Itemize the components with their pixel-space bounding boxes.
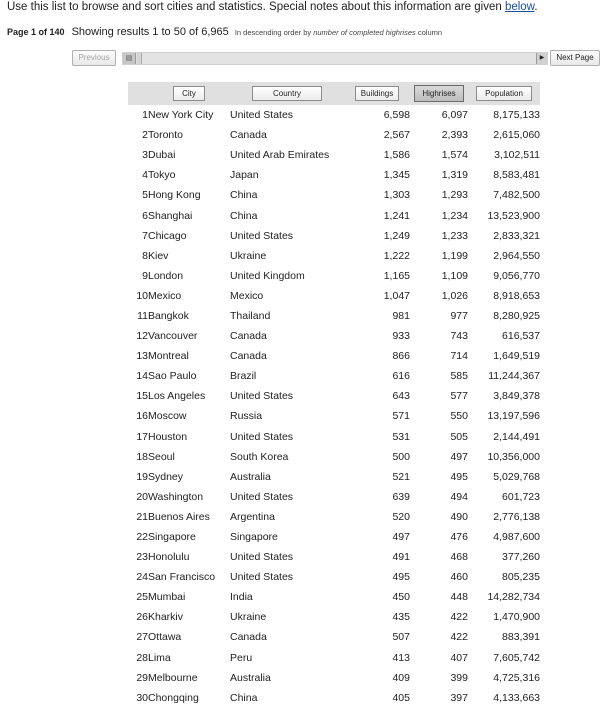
country-cell: United States xyxy=(230,571,294,584)
city-cell: New York City xyxy=(148,109,214,122)
highrises-cell: 1,574 xyxy=(441,149,468,162)
population-cell: 1,470,900 xyxy=(493,611,540,624)
highrises-header xyxy=(410,82,468,105)
country-cell: Australia xyxy=(230,470,271,483)
highrises-cell: 399 xyxy=(450,671,468,684)
intro-sentence: Use this list to browse and sort cities and statistics. Special notes about this information are given xyxy=(7,1,505,13)
table-row xyxy=(128,165,540,185)
buildings-cell: 643 xyxy=(392,390,410,403)
rank-cell: 17 xyxy=(136,430,148,443)
rank-cell: 16 xyxy=(136,410,148,423)
city-cell: Seoul xyxy=(148,450,175,463)
rank-cell: 5 xyxy=(142,189,148,202)
buildings-cell: 450 xyxy=(392,591,410,604)
buildings-cell: 1,241 xyxy=(383,209,410,222)
sort-note-suffix: column xyxy=(415,28,443,37)
highrises-cell: 494 xyxy=(450,490,468,503)
pagination-bar xyxy=(72,50,600,66)
buildings-cell: 1,249 xyxy=(383,229,410,242)
population-cell: 5,029,768 xyxy=(493,470,540,483)
population-cell: 2,615,060 xyxy=(493,129,540,142)
table-row xyxy=(128,467,540,487)
population-cell: 8,175,133 xyxy=(493,109,540,122)
table-row xyxy=(128,226,540,246)
buildings-cell: 409 xyxy=(392,671,410,684)
city-cell: Melbourne xyxy=(148,671,198,684)
sort-population-button[interactable]: Population xyxy=(476,86,532,101)
table-row xyxy=(128,286,540,306)
buildings-cell: 1,165 xyxy=(383,269,410,282)
rank-cell: 21 xyxy=(136,510,148,523)
city-cell: Montreal xyxy=(148,350,189,363)
population-cell: 805,235 xyxy=(502,571,540,584)
city-cell: Lima xyxy=(148,651,171,664)
table-row xyxy=(128,306,540,326)
country-cell: China xyxy=(230,189,258,202)
highrises-cell: 977 xyxy=(450,309,468,322)
highrises-cell: 407 xyxy=(450,651,468,664)
city-cell: Vancouver xyxy=(148,330,198,343)
rank-cell: 8 xyxy=(142,249,148,262)
city-cell: Chicago xyxy=(148,229,187,242)
rank-cell: 3 xyxy=(142,149,148,162)
buildings-cell: 495 xyxy=(392,571,410,584)
table-row xyxy=(128,507,540,527)
page-scrollbar[interactable] xyxy=(122,52,548,65)
table-row xyxy=(128,346,540,366)
rank-cell: 15 xyxy=(136,390,148,403)
table-row xyxy=(128,487,540,507)
rank-header xyxy=(128,82,148,105)
highrises-cell: 1,109 xyxy=(441,269,468,282)
table-row xyxy=(128,125,540,145)
population-cell: 1,649,519 xyxy=(493,350,540,363)
rank-cell: 26 xyxy=(136,611,148,624)
buildings-cell: 1,303 xyxy=(383,189,410,202)
country-cell: United States xyxy=(230,430,294,443)
population-cell: 8,918,653 xyxy=(493,289,540,302)
intro-text xyxy=(7,0,538,14)
results-body xyxy=(128,105,540,708)
buildings-cell: 500 xyxy=(392,450,410,463)
table-header-row xyxy=(128,82,540,105)
city-cell: Moscow xyxy=(148,410,187,423)
country-cell: Ukraine xyxy=(230,611,267,624)
city-cell: Dubai xyxy=(148,149,176,162)
rank-cell: 25 xyxy=(136,591,148,604)
buildings-cell: 413 xyxy=(392,651,410,664)
rank-cell: 10 xyxy=(136,289,148,302)
population-cell: 8,583,481 xyxy=(493,169,540,182)
city-cell: Kharkiv xyxy=(148,611,184,624)
highrises-cell: 6,097 xyxy=(441,109,468,122)
buildings-cell: 933 xyxy=(392,330,410,343)
table-row xyxy=(128,366,540,386)
country-cell: United States xyxy=(230,490,294,503)
country-cell: Ukraine xyxy=(230,249,267,262)
country-cell: Mexico xyxy=(230,289,264,302)
highrises-cell: 422 xyxy=(450,631,468,644)
table-row xyxy=(128,427,540,447)
city-cell: Sydney xyxy=(148,470,184,483)
buildings-cell: 6,598 xyxy=(383,109,410,122)
country-cell: United Arab Emirates xyxy=(230,149,330,162)
buildings-cell: 1,586 xyxy=(383,149,410,162)
population-cell: 2,776,138 xyxy=(493,510,540,523)
country-cell: China xyxy=(230,209,258,222)
rank-cell: 28 xyxy=(136,651,148,664)
rank-cell: 20 xyxy=(136,490,148,503)
highrises-cell: 448 xyxy=(450,591,468,604)
population-cell: 3,849,378 xyxy=(493,390,540,403)
city-cell: Tokyo xyxy=(148,169,176,182)
country-cell: Canada xyxy=(230,129,267,142)
rank-cell: 24 xyxy=(136,571,148,584)
highrises-cell: 397 xyxy=(450,691,468,704)
table-row xyxy=(128,447,540,467)
population-cell: 601,723 xyxy=(502,490,540,503)
population-cell: 4,133,663 xyxy=(493,691,540,704)
rank-cell: 14 xyxy=(136,370,148,383)
buildings-cell: 521 xyxy=(392,470,410,483)
scroll-grip-icon xyxy=(137,53,142,64)
population-cell: 10,356,000 xyxy=(487,450,540,463)
rank-cell: 7 xyxy=(142,229,148,242)
population-header xyxy=(468,82,540,105)
highrises-cell: 476 xyxy=(450,531,468,544)
buildings-cell: 616 xyxy=(392,370,410,383)
city-cell: Washington xyxy=(148,490,204,503)
table-row xyxy=(128,668,540,688)
highrises-cell: 1,234 xyxy=(441,209,468,222)
country-cell: United States xyxy=(230,109,294,122)
country-cell: China xyxy=(230,691,258,704)
highrises-cell: 490 xyxy=(450,510,468,523)
highrises-cell: 577 xyxy=(450,390,468,403)
rank-cell: 29 xyxy=(136,671,148,684)
rank-cell: 1 xyxy=(142,109,148,122)
population-cell: 9,056,770 xyxy=(493,269,540,282)
rank-cell: 11 xyxy=(137,309,148,322)
city-cell: Singapore xyxy=(148,531,196,544)
population-cell: 4,725,316 xyxy=(493,671,540,684)
table-row xyxy=(128,205,540,225)
buildings-cell: 531 xyxy=(392,430,410,443)
country-cell: Argentina xyxy=(230,510,275,523)
scroll-thumb-icon[interactable]: ▤ xyxy=(123,53,136,64)
city-cell: Hong Kong xyxy=(148,189,201,202)
highrises-cell: 2,393 xyxy=(441,129,468,142)
rank-cell: 4 xyxy=(142,169,148,182)
table-row xyxy=(128,406,540,426)
country-cell: United States xyxy=(230,390,294,403)
city-cell: Mexico xyxy=(148,289,182,302)
table-row xyxy=(128,547,540,567)
population-cell: 2,964,550 xyxy=(493,249,540,262)
sort-note xyxy=(235,28,442,37)
rank-cell: 13 xyxy=(136,350,148,363)
buildings-cell: 1,047 xyxy=(383,289,410,302)
city-cell: Ottawa xyxy=(148,631,182,644)
below-link[interactable]: below xyxy=(504,1,535,13)
buildings-cell: 405 xyxy=(392,691,410,704)
population-cell: 13,197,596 xyxy=(487,410,540,423)
country-cell: United States xyxy=(230,229,294,242)
table-row xyxy=(128,688,540,708)
country-cell: South Korea xyxy=(230,450,289,463)
city-cell: Sao Paulo xyxy=(148,370,197,383)
city-cell: Mumbai xyxy=(148,591,186,604)
buildings-cell: 2,567 xyxy=(383,129,410,142)
highrises-cell: 550 xyxy=(450,410,468,423)
highrises-cell: 743 xyxy=(450,330,468,343)
pager-summary xyxy=(7,25,442,40)
rank-cell: 22 xyxy=(136,531,148,544)
country-cell: United Kingdom xyxy=(230,269,305,282)
rank-cell: 19 xyxy=(136,470,148,483)
rank-cell: 18 xyxy=(136,450,148,463)
city-cell: Toronto xyxy=(148,129,184,142)
country-header xyxy=(230,82,344,105)
highrises-cell: 1,199 xyxy=(441,249,468,262)
country-cell: India xyxy=(230,591,253,604)
sort-city-button[interactable]: City xyxy=(173,86,205,101)
table-row xyxy=(128,145,540,165)
rank-cell: 2 xyxy=(142,129,148,142)
table-row xyxy=(128,246,540,266)
buildings-cell: 571 xyxy=(392,410,410,423)
city-cell: Los Angeles xyxy=(148,390,206,403)
country-cell: Canada xyxy=(230,330,267,343)
table-row xyxy=(128,607,540,627)
city-cell: London xyxy=(148,269,184,282)
population-cell: 4,987,600 xyxy=(493,531,540,544)
highrises-cell: 505 xyxy=(450,430,468,443)
country-cell: Brazil xyxy=(230,370,257,383)
population-cell: 616,537 xyxy=(502,330,540,343)
city-cell: Buenos Aires xyxy=(148,510,210,523)
population-cell: 2,144,491 xyxy=(493,430,540,443)
previous-button[interactable]: Previous xyxy=(72,50,116,66)
rank-cell: 27 xyxy=(136,631,148,644)
buildings-header xyxy=(344,82,410,105)
population-cell: 7,605,742 xyxy=(493,651,540,664)
buildings-cell: 981 xyxy=(392,309,410,322)
table-row xyxy=(128,185,540,205)
country-cell: Canada xyxy=(230,350,267,363)
sort-note-column: number of completed highrises xyxy=(313,28,416,37)
country-cell: Russia xyxy=(230,410,263,423)
highrises-cell: 468 xyxy=(450,551,468,564)
buildings-cell: 435 xyxy=(392,611,410,624)
country-cell: Singapore xyxy=(230,531,278,544)
table-row xyxy=(128,266,540,286)
results-count: Showing results 1 to 50 of 6,965 xyxy=(71,26,229,38)
table-row xyxy=(128,326,540,346)
city-cell: Kiev xyxy=(148,249,169,262)
highrises-cell: 1,293 xyxy=(441,189,468,202)
sort-country-button[interactable]: Country xyxy=(252,86,322,101)
highrises-cell: 497 xyxy=(450,450,468,463)
country-cell: Japan xyxy=(230,169,259,182)
population-cell: 2,833,321 xyxy=(493,229,540,242)
highrises-cell: 495 xyxy=(450,470,468,483)
population-cell: 3,102,511 xyxy=(494,149,540,162)
city-cell: Houston xyxy=(148,430,188,443)
population-cell: 11,244,367 xyxy=(488,370,540,383)
sort-buildings-button[interactable]: Buildings xyxy=(355,86,399,101)
city-cell: Shanghai xyxy=(148,209,193,222)
highrises-cell: 1,233 xyxy=(441,229,468,242)
buildings-cell: 866 xyxy=(392,350,410,363)
buildings-cell: 491 xyxy=(392,551,410,564)
buildings-cell: 520 xyxy=(392,510,410,523)
city-cell: Bangkok xyxy=(148,309,189,322)
table-row xyxy=(128,627,540,647)
results-table xyxy=(128,82,540,708)
country-cell: Australia xyxy=(230,671,271,684)
intro-period: . xyxy=(534,1,538,13)
population-cell: 7,482,500 xyxy=(493,189,540,202)
page-indicator: Page 1 of 140 xyxy=(7,27,65,37)
sort-highrises-button[interactable]: Highrises xyxy=(414,85,463,102)
city-cell: San Francisco xyxy=(148,571,216,584)
population-cell: 377,260 xyxy=(502,551,540,564)
rank-cell: 6 xyxy=(142,209,148,222)
highrises-cell: 1,319 xyxy=(441,169,468,182)
buildings-cell: 639 xyxy=(392,490,410,503)
country-cell: Peru xyxy=(230,651,253,664)
city-header xyxy=(148,82,230,105)
country-cell: Thailand xyxy=(230,309,271,322)
city-cell: Honolulu xyxy=(148,551,190,564)
highrises-cell: 585 xyxy=(450,370,468,383)
buildings-cell: 497 xyxy=(392,531,410,544)
highrises-cell: 1,026 xyxy=(441,289,468,302)
rank-cell: 12 xyxy=(136,330,148,343)
table-row xyxy=(128,648,540,668)
buildings-cell: 507 xyxy=(392,631,410,644)
buildings-cell: 1,222 xyxy=(383,249,410,262)
table-row xyxy=(128,567,540,587)
population-cell: 8,280,925 xyxy=(493,309,540,322)
table-row xyxy=(128,527,540,547)
highrises-cell: 422 xyxy=(450,611,468,624)
population-cell: 883,391 xyxy=(502,631,540,644)
population-cell: 13,523,900 xyxy=(487,209,540,222)
population-cell: 14,282,734 xyxy=(487,591,540,604)
sort-note-prefix: In descending order by xyxy=(234,28,314,37)
highrises-cell: 714 xyxy=(450,350,468,363)
rank-cell: 9 xyxy=(142,269,148,282)
country-cell: Canada xyxy=(230,631,267,644)
buildings-cell: 1,345 xyxy=(383,169,410,182)
country-cell: United States xyxy=(230,551,294,564)
next-page-button[interactable]: Next Page xyxy=(550,50,600,66)
city-cell: Chongqing xyxy=(148,691,199,704)
rank-cell: 30 xyxy=(136,691,148,704)
table-row xyxy=(128,587,540,607)
table-row xyxy=(128,105,540,125)
highrises-cell: 460 xyxy=(450,571,468,584)
table-row xyxy=(128,386,540,406)
scroll-right-arrow-icon[interactable]: ▶ xyxy=(536,53,547,64)
rank-cell: 23 xyxy=(136,551,148,564)
